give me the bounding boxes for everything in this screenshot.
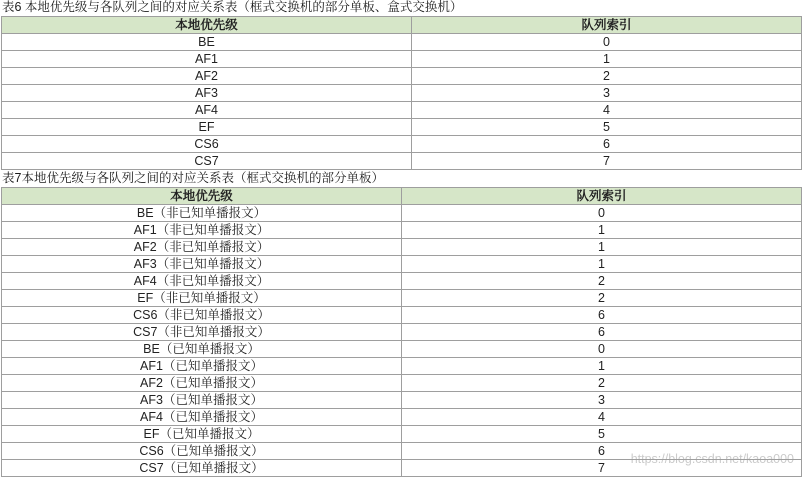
queue-index-cell: 3 (402, 392, 802, 409)
queue-index-cell: 6 (402, 324, 802, 341)
queue-index-cell: 0 (412, 34, 802, 51)
queue-index-cell: 0 (402, 341, 802, 358)
local-priority-cell: AF2（已知单播报文） (2, 375, 402, 392)
local-priority-cell: CS7（已知单播报文） (2, 460, 402, 477)
queue-index-cell: 2 (402, 290, 802, 307)
table-row (2, 256, 802, 273)
local-priority-cell: CS6 (2, 136, 412, 153)
local-priority-cell: CS6（非已知单播报文） (2, 307, 402, 324)
table-row (2, 85, 802, 102)
table-row (2, 136, 802, 153)
table-row (2, 443, 802, 460)
table6-caption: 表6 本地优先级与各队列之间的对应关系表（框式交换机的部分单板、盒式交换机） (2, 0, 463, 14)
local-priority-cell: CS6（已知单播报文） (2, 443, 402, 460)
table-row (2, 409, 802, 426)
table-row (2, 460, 802, 477)
queue-index-cell: 6 (402, 443, 802, 460)
table6-header-row (2, 17, 802, 34)
local-priority-cell: AF2 (2, 68, 412, 85)
queue-index-cell: 4 (402, 409, 802, 426)
queue-index-cell: 1 (402, 358, 802, 375)
local-priority-cell: AF4（非已知单播报文） (2, 273, 402, 290)
table-row (2, 426, 802, 443)
local-priority-cell: EF (2, 119, 412, 136)
queue-index-cell: 4 (412, 102, 802, 119)
table7-caption: 表7本地优先级与各队列之间的对应关系表（框式交换机的部分单板） (2, 171, 384, 185)
queue-index-cell: 7 (412, 153, 802, 170)
local-priority-cell: AF1（已知单播报文） (2, 358, 402, 375)
queue-index-cell: 3 (412, 85, 802, 102)
table-row (2, 239, 802, 256)
local-priority-cell: BE（已知单播报文） (2, 341, 402, 358)
table-row (2, 222, 802, 239)
table7-header-row (2, 188, 802, 205)
table7-header-local-priority: 本地优先级 (2, 188, 402, 205)
watermark-url: https://blog.csdn.net/kaoa000 (630, 452, 794, 466)
table-row (2, 34, 802, 51)
local-priority-cell: BE（非已知单播报文） (2, 205, 402, 222)
table-row (2, 375, 802, 392)
local-priority-cell: AF3 (2, 85, 412, 102)
queue-index-cell: 2 (412, 68, 802, 85)
queue-index-cell: 1 (402, 256, 802, 273)
table-row (2, 307, 802, 324)
queue-index-cell: 5 (402, 426, 802, 443)
queue-index-cell: 2 (402, 375, 802, 392)
local-priority-cell: EF（非已知单播报文） (2, 290, 402, 307)
local-priority-cell: EF（已知单播报文） (2, 426, 402, 443)
local-priority-cell: AF1（非已知单播报文） (2, 222, 402, 239)
local-priority-cell: AF3（非已知单播报文） (2, 256, 402, 273)
local-priority-cell: AF2（非已知单播报文） (2, 239, 402, 256)
table-row (2, 273, 802, 290)
table-row (2, 102, 802, 119)
queue-mapping-table-7 (1, 187, 802, 477)
queue-index-cell: 6 (402, 307, 802, 324)
queue-index-cell: 1 (402, 222, 802, 239)
table-row (2, 341, 802, 358)
queue-index-cell: 1 (412, 51, 802, 68)
queue-index-cell: 1 (402, 239, 802, 256)
local-priority-cell: AF1 (2, 51, 412, 68)
table-row (2, 51, 802, 68)
table-row (2, 119, 802, 136)
table6-header-local-priority: 本地优先级 (2, 17, 412, 34)
table-row (2, 205, 802, 222)
queue-mapping-table-6 (1, 16, 802, 170)
queue-index-cell: 5 (412, 119, 802, 136)
queue-index-cell: 2 (402, 273, 802, 290)
queue-index-cell: 0 (402, 205, 802, 222)
local-priority-cell: CS7（非已知单播报文） (2, 324, 402, 341)
table-row (2, 290, 802, 307)
table-row (2, 358, 802, 375)
table-row (2, 392, 802, 409)
queue-index-cell: 6 (412, 136, 802, 153)
table-row (2, 68, 802, 85)
local-priority-cell: AF4（已知单播报文） (2, 409, 402, 426)
table6-header-queue-index: 队列索引 (412, 17, 802, 34)
table-row (2, 324, 802, 341)
queue-index-cell: 7 (402, 460, 802, 477)
local-priority-cell: AF4 (2, 102, 412, 119)
local-priority-cell: BE (2, 34, 412, 51)
table-row (2, 153, 802, 170)
local-priority-cell: CS7 (2, 153, 412, 170)
local-priority-cell: AF3（已知单播报文） (2, 392, 402, 409)
table7-header-queue-index: 队列索引 (402, 188, 802, 205)
